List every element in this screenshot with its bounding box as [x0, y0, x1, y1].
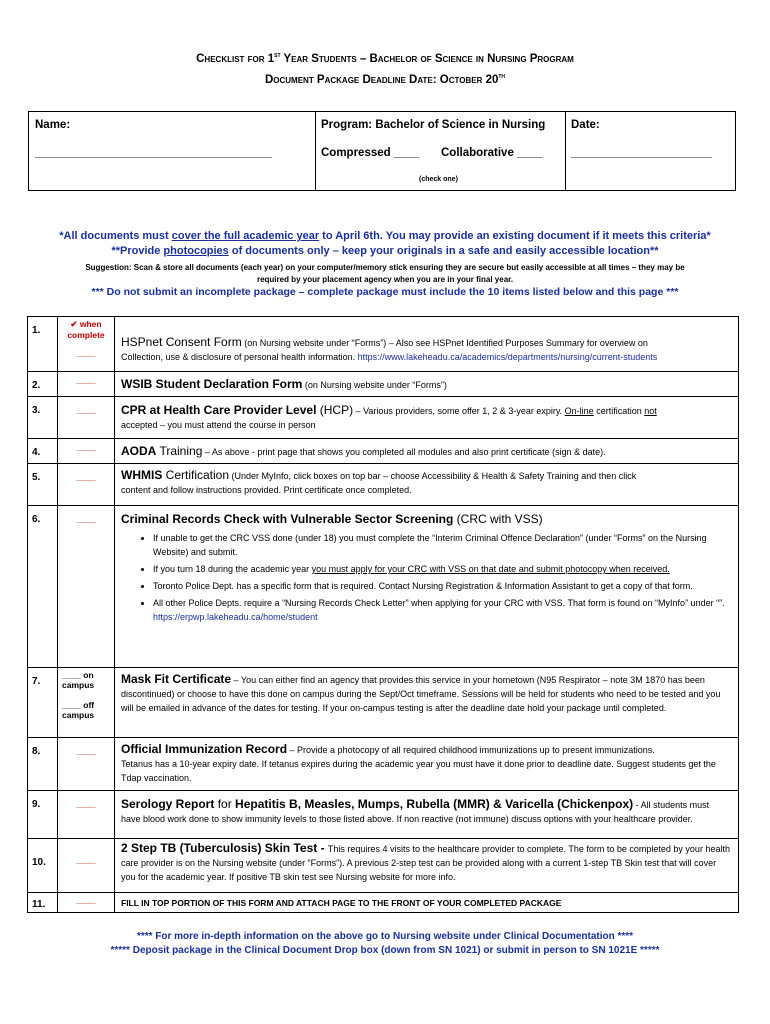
check-cell — [58, 839, 115, 893]
check-cell — [58, 464, 115, 506]
program-label: Program: Bachelor of Science in Nursing — [321, 119, 546, 131]
item-description: 2 Step TB (Tuberculosis) Skin Test - This requires 4 visits to the healthcare provider to complete. The form to be completed by your health care provider is on the Nursing website (under “Forms”). A previous 2-step test can be provided along with a current 1-step TB Skin test that will cover you for the academic year. If positive TB skin test see Nursing website for more info. — [115, 839, 739, 893]
compressed-option[interactable]: Compressed ____ — [321, 147, 420, 159]
list-item: • If you turn 18 during the academic year you must apply for your CRC with VSS on that date and submit photocopy when received. — [153, 562, 732, 576]
table-row — [28, 738, 739, 791]
program-cell — [315, 112, 566, 190]
photocopies-note: **Provide photocopies of documents only – keep your originals in a safe and easily accessible location** — [111, 245, 659, 257]
check-blank[interactable]: ____ — [76, 895, 96, 905]
check-blank[interactable]: ____ — [76, 348, 96, 358]
check-blank[interactable]: ____ — [76, 375, 96, 385]
name-field[interactable]: _____________________________________ — [35, 147, 272, 159]
item-number: 5. — [28, 464, 58, 506]
item-number: 2. — [28, 372, 58, 397]
table-row — [28, 893, 739, 913]
item-description: WSIB Student Declaration Form (on Nursing website under “Forms”) — [115, 372, 739, 397]
footer-notes — [0, 930, 770, 958]
date-label: Date: — [571, 119, 600, 131]
check-column-header: ✔ when complete ____ — [58, 317, 115, 372]
item-number: 9. — [28, 791, 58, 839]
table-row — [28, 372, 739, 397]
footer-deposit-note: ***** Deposit package in the Clinical Document Drop box (down from SN 1021) or submit in person to SN 1021E ***** — [110, 945, 660, 956]
item-description: Criminal Records Check with Vulnerable Sector Screening (CRC with VSS) • If unable to get the CRC VSS done (under 18) you must complete the “Interim Criminal Offence Declaration” (under “Forms” on the Nursing Website) and submit. • If you turn 18 during the academic year you must apply for your CRC with VSS on that date and submit photocopy when received. • Toronto Police Dept. has a specific form that is required. Contact Nursing Registration & Information Assistant to get a copy of that form. • All other Police Depts. require a “Nursing Records Check Letter” when applying for your CRC with VSS. That form is found on “MyInfo” under “”. https://erpwp.lakeheadu.ca/home/student — [115, 506, 739, 668]
collaborative-option[interactable]: Collaborative ____ — [441, 147, 543, 159]
check-blank[interactable]: ____ — [76, 855, 96, 865]
item-description: FILL IN TOP PORTION OF THIS FORM AND ATTACH PAGE TO THE FRONT OF YOUR COMPLETED PACKAGE — [115, 893, 739, 913]
item-description: HSPnet Consent Form (on Nursing website under “Forms”) – Also see HSPnet Identified Purposes Summary for overview on Collection, use & disclosure of personal health information. https://www.lakeheadu.ca/academics/departments/nursing/current-students — [115, 317, 739, 372]
check-blank[interactable]: ____ — [76, 799, 96, 809]
table-row — [28, 791, 739, 839]
table-row — [28, 506, 739, 668]
check-cell — [58, 372, 115, 397]
check-cell — [58, 506, 115, 668]
suggestion-note: Suggestion: Scan & store all documents (each year) on your computer/memory stick ensuring they are secure but easily accessible at all times – they may be required by your placement agency when you are in your final year. — [85, 263, 685, 284]
item-number: 11. — [28, 893, 58, 913]
date-field[interactable]: ______________________ — [571, 147, 712, 159]
erpwp-link[interactable]: https://erpwp.lakeheadu.ca/home/student — [153, 612, 318, 622]
check-cell — [58, 791, 115, 839]
check-blank[interactable]: ____ — [76, 514, 96, 524]
item-description: Mask Fit Certificate – You can either find an agency that provides this service in your hometown (N95 Respirator – note 3M 1870 has been discontinued) or choose to have this done on campus during the Sept/Oct timeframe. Sessions will be held for students who need to be tested and you will be emailed in advance of the dates for testing. If your on-campus testing is after the deadline date hold your package until completed. — [115, 668, 739, 738]
list-item: • All other Police Depts. require a “Nursing Records Check Letter” when applying for your CRC with VSS. That form is found on “MyInfo” under “”. https://erpwp.lakeheadu.ca/home/student — [153, 596, 732, 624]
item-number: 7. — [28, 668, 58, 738]
table-row — [28, 317, 739, 372]
item-description: CPR at Health Care Provider Level (HCP) – Various providers, some offer 1, 2 & 3-year expiry. On-line certification not accepted – you must attend the course in person — [115, 397, 739, 439]
location-check-cell — [58, 668, 115, 738]
check-cell — [58, 893, 115, 913]
list-item: • If unable to get the CRC VSS done (under 18) you must complete the “Interim Criminal Offence Declaration” (under “Forms” on the Nursing Website) and submit. — [153, 531, 732, 559]
item-description: WHMIS Certification (Under MyInfo, click boxes on top bar – choose Accessibility & Health & Safety Training and then click content and follow instructions provided. Print certificate once completed. — [115, 464, 739, 506]
item-number: 6. — [28, 506, 58, 668]
check-cell — [58, 397, 115, 439]
item-description: Serology Report for Hepatitis B, Measles, Mumps, Rubella (MMR) & Varicella (Chickenpox) - All students must have blood work done to show immunity levels to those listed above. If non reactive (not immune) discuss options with your healthcare provider. — [115, 791, 739, 839]
on-campus-option[interactable]: ____ on campus — [62, 670, 95, 690]
name-label: Name: — [35, 119, 71, 131]
document-title — [0, 47, 770, 89]
table-row — [28, 668, 739, 738]
item-number: 3. — [28, 397, 58, 439]
check-blank[interactable]: ____ — [76, 442, 96, 452]
name-cell — [29, 112, 316, 190]
table-row — [28, 397, 739, 439]
check-blank[interactable]: ____ — [76, 472, 96, 482]
check-cell — [58, 439, 115, 464]
title-line-2: Document Package Deadline Date: October 20th — [264, 72, 506, 86]
check-cell — [58, 738, 115, 791]
item-number: 1. — [28, 317, 58, 372]
academic-year-note: *All documents must cover the full academic year to April 6th. You may provide an existing document if it meets this criteria* — [59, 230, 711, 242]
student-info-box — [28, 111, 736, 191]
item-number: 4. — [28, 439, 58, 464]
crc-bullet-list — [121, 531, 732, 624]
item-description: Official Immunization Record – Provide a photocopy of all required childhood immunizations up to present immunizations. Tetanus has a 10-year expiry date. If tetanus expires during the academic year you must have it done prior to deadline date. Suggest students get the Tdap vaccination. — [115, 738, 739, 791]
incomplete-package-warning: *** Do not submit an incomplete package – complete package must include the 10 items listed below and this page *** — [91, 286, 679, 298]
check-blank[interactable]: ____ — [76, 405, 96, 415]
check-blank[interactable]: ____ — [76, 746, 96, 756]
title-line-1: Checklist for 1st Year Students – Bachelor of Science in Nursing Program — [196, 52, 574, 65]
off-campus-option[interactable]: ____ off campus — [62, 700, 95, 720]
checklist-table — [27, 316, 739, 913]
item-description: AODA Training – As above - print page that shows you completed all modules and also print certificate (sign & date). — [115, 439, 739, 464]
item-number: 10. — [28, 839, 58, 893]
table-row — [28, 439, 739, 464]
item-number: 8. — [28, 738, 58, 791]
table-row — [28, 464, 739, 506]
date-cell — [565, 112, 735, 190]
list-item: • Toronto Police Dept. has a specific form that is required. Contact Nursing Registration & Information Assistant to get a copy of that form. — [153, 579, 732, 593]
table-row — [28, 839, 739, 893]
nursing-website-link[interactable]: https://www.lakeheadu.ca/academics/departments/nursing/current-students — [357, 352, 658, 362]
footer-info-note: **** For more in-depth information on the above go to Nursing website under Clinical Documentation **** — [136, 931, 634, 942]
check-one-note: (check one) — [419, 176, 458, 183]
